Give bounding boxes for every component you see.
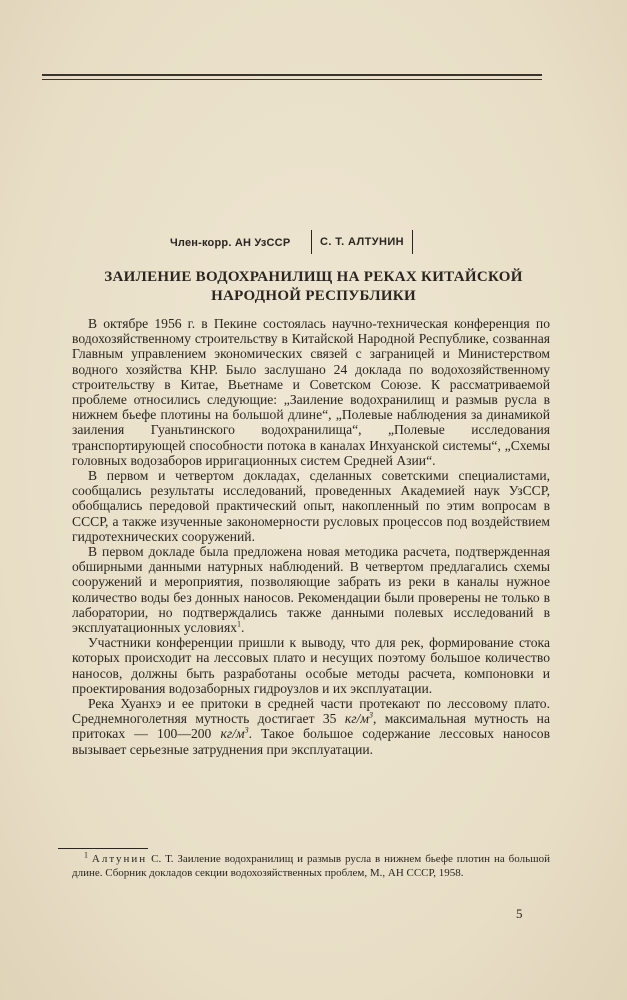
title-line-2: НАРОДНОЙ РЕСПУБЛИКИ <box>211 288 416 304</box>
page-number: 5 <box>516 906 523 921</box>
author-name: С. Т. АЛТУНИН <box>311 230 413 254</box>
author-position: Член-корр. АН УзССР <box>170 237 291 249</box>
paragraph-4: Участники конференции пришли к выводу, что для рек, формирование стока которых происходит на лессовых плато и несущих поэтому большое количество наносов, должны быть разработаны особые методы расчета, компоновки и проектирования водозаборных гидроузлов и их эксплуатации. <box>72 635 550 696</box>
paragraph-5-part-1: Река Хуанхэ и ее притоки в средней части протекают по лессовому плато. Среднемноголетняя мутность достигает 35 <box>72 696 550 727</box>
paragraph-5-part-2: , максимальная мутность на притоках — 100—200 <box>72 711 550 742</box>
footnote-mark: 1 <box>84 850 88 860</box>
title-line-1: ЗАИЛЕНИЕ ВОДОХРАНИЛИЩ НА РЕКАХ КИТАЙСКОЙ <box>104 269 523 285</box>
footnote <box>72 850 550 880</box>
article-title <box>40 268 587 306</box>
paragraph-3: В первом докладе была предложена новая методика расчета, подтвержденная обширными данными натурных наблюдений. В четвертом предлагались схемы сооружений и мероприятия, позволяющие забрать из реки в каналы нужное количество воды без донных наносов. Рекомендации были проверены не только в лаборатории, но подтверждались также данными полевых исследований в эксплуатационных условиях$^1$. <box>72 544 550 636</box>
author-byline <box>170 230 470 256</box>
paragraph-5 <box>72 696 550 757</box>
paragraph-5-part-3: . Такое большое содержание лессовых наносов вызывает серьезные затруднения при эксплуатации. <box>72 726 550 757</box>
unit-kg-m3: $кг/м^3$ <box>220 725 249 742</box>
footnote-rule <box>58 848 148 849</box>
footnote-author: Алтунин <box>91 853 148 865</box>
paragraph-2: В первом и четвертом докладах, сделанных советскими специалистами, сообщались результаты исследований, проведенных Академией наук УзССР, обобщались передовой практический опыт, накопленный по этим вопросам в СССР, а также изученные закономерности русловых процессов под воздействием гидротехнических сооружений. <box>72 468 550 544</box>
header-rule-thick <box>42 74 542 76</box>
paragraph-1: В октябре 1956 г. в Пекине состоялась научно-техническая конференция по водохозяйственному строительству в Китайской Народной Республике, созванная Главным управлением экономических связей с заграницей и Министерством водного хозяйства КНР. Было заслушано 24 доклада по водохозяйственному строительству в Китае, Вьетнаме и Советском Союзе. К рассматриваемой проблеме относились следующие: „Заиление водохранилищ и размыв русла в нижнем бьефе плотины на большой длине“, „Полевые наблюдения за динамикой заиления Гуаньтинского водохранилища“, „Полевые исследования транспортирующей способности потока в каналах Инхуанской системы“, „Схемы головных водозаборов ирригационных систем Средней Азии“. <box>72 316 550 468</box>
footnote-text: С. Т. Заиление водохранилищ и размыв русла в нижнем бьефе плотин на большой длине. Сборник докладов секции водохозяйственных проблем, М., АН СССР, 1958. <box>72 853 550 879</box>
footnote-reference: 1 <box>237 619 242 629</box>
paragraph-3-text: В первом докладе была предложена новая методика расчета, подтвержденная обширными данными натурных наблюдений. В четвертом предлагались схемы сооружений и мероприятия, позволяющие забрать из реки в каналы нужное количество воды без донных наносов. Рекомендации были проверены не только в лаборатории, но подтверждались также данными полевых исследований в эксплуатационных условиях <box>72 544 550 636</box>
unit-kg-m3: $кг/м^3$ <box>344 710 373 727</box>
header-rule-thin <box>42 79 542 80</box>
article-body <box>72 316 550 757</box>
